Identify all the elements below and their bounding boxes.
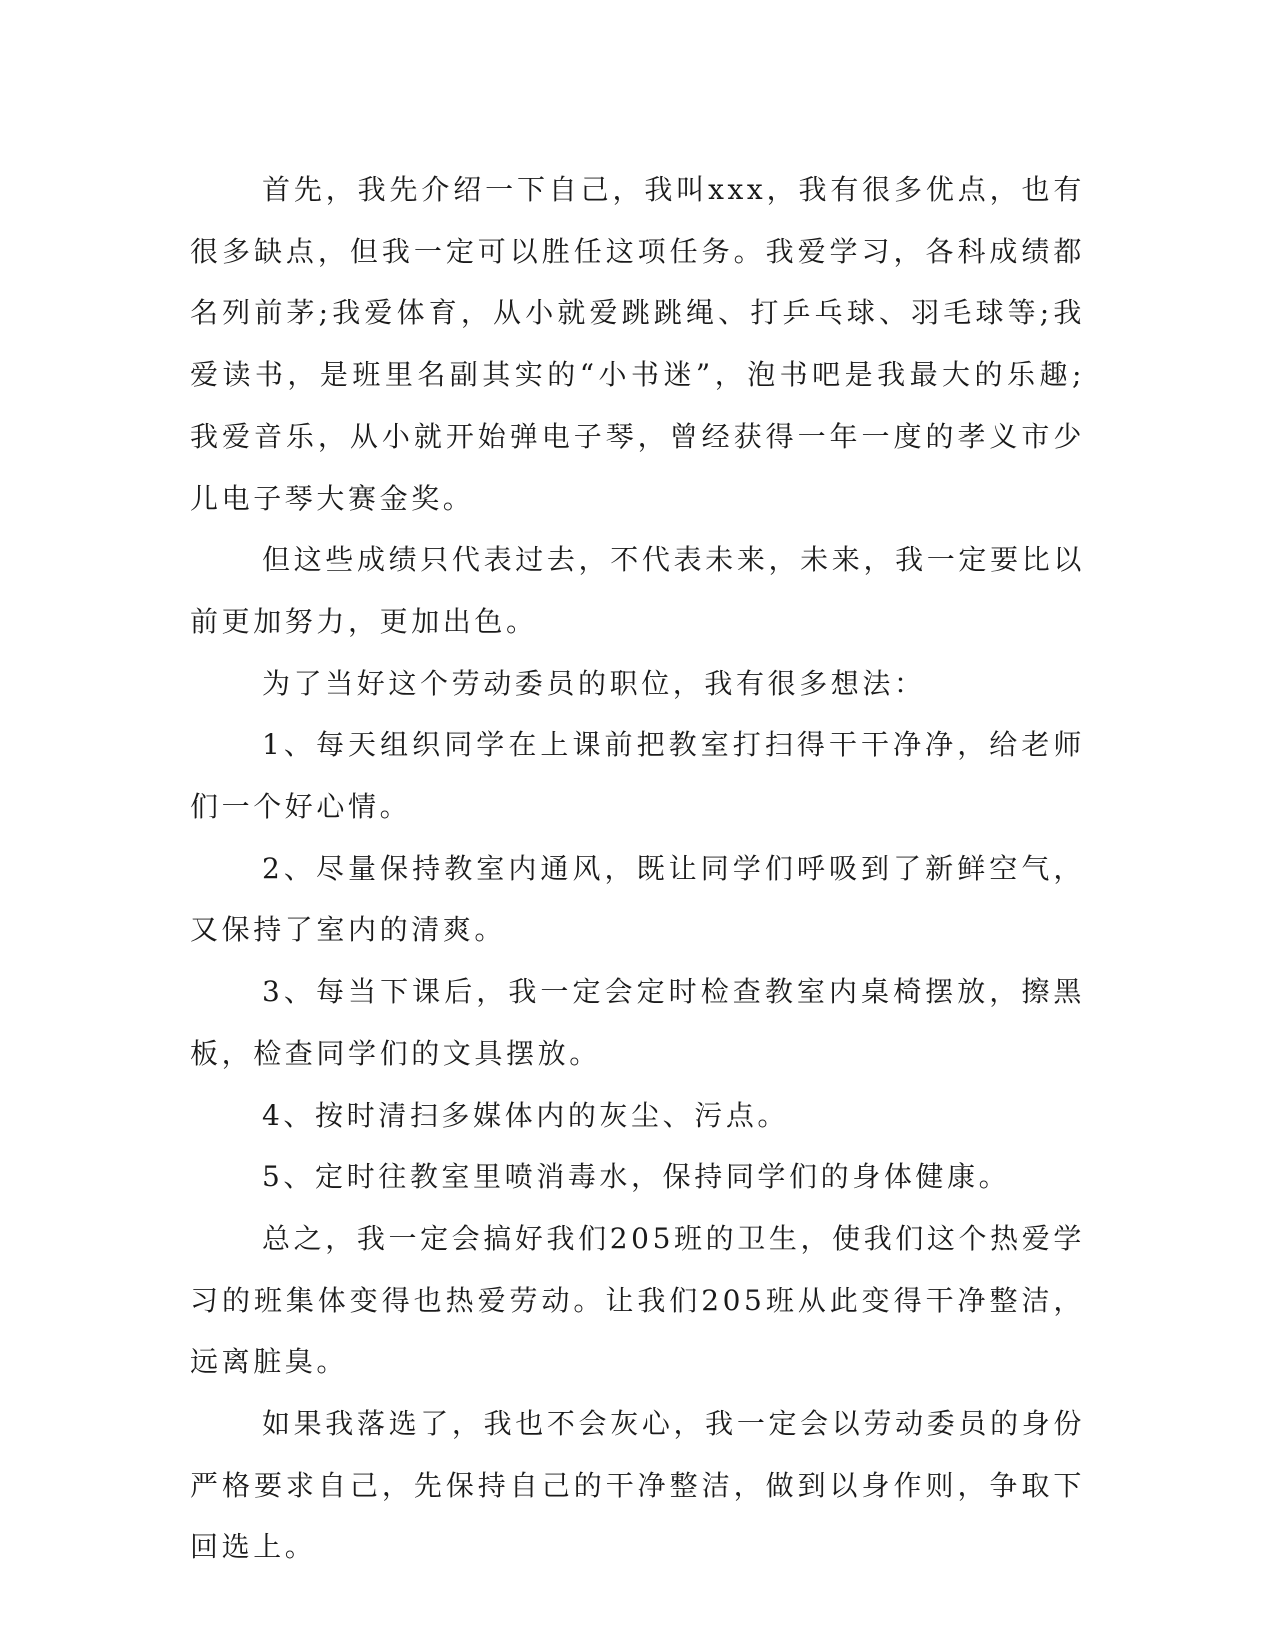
paragraph-closing: 如果我落选了，我也不会灰心，我一定会以劳动委员的身份严格要求自己，先保持自己的干净整洁，做到以身作则，争取下回选上。: [190, 1407, 1085, 1564]
paragraph-plan-3: 3、每当下课后，我一定会定时检查教室内桌椅摆放，擦黑板，检查同学们的文具摆放。: [190, 975, 1085, 1070]
paragraph-plans-intro: 为了当好这个劳动委员的职位，我有很多想法：: [262, 666, 926, 700]
paragraph-plan-5: 5、定时往教室里喷消毒水，保持同学们的身体健康。: [262, 1160, 1011, 1194]
document-body: [190, 159, 1085, 1578]
paragraph-plan-4: 4、按时清扫多媒体内的灰尘、污点。: [262, 1098, 790, 1132]
paragraph-summary: 总之，我一定会搞好我们205班的卫生，使我们这个热爱学习的班集体变得也热爱劳动。让我们205班从此变得干净整洁，远离脏臭。: [190, 1221, 1085, 1379]
paragraph-past-achievements: 但这些成绩只代表过去，不代表未来，未来，我一定要比以前更加努力，更加出色。: [190, 543, 1085, 638]
paragraph-introduction: 首先，我先介绍一下自己，我叫xxx，我有很多优点，也有很多缺点，但我一定可以胜任这项任务。我爱学习，各科成绩都名列前茅;我爱体育，从小就爱跳跳绳、打乒乓球、羽毛球等;我爱读书，是班里名副其实的“小书迷”，泡书吧是我最大的乐趣;我爱音乐，从小就开始弹电子琴，曾经获得一年一度的孝义市少儿电子琴大赛金奖。: [190, 173, 1085, 515]
paragraph-plan-2: 2、尽量保持教室内通风，既让同学们呼吸到了新鲜空气，又保持了室内的清爽。: [190, 851, 1085, 947]
paragraph-plan-1: 1、每天组织同学在上课前把教室打扫得干干净净，给老师们一个好心情。: [190, 728, 1085, 824]
